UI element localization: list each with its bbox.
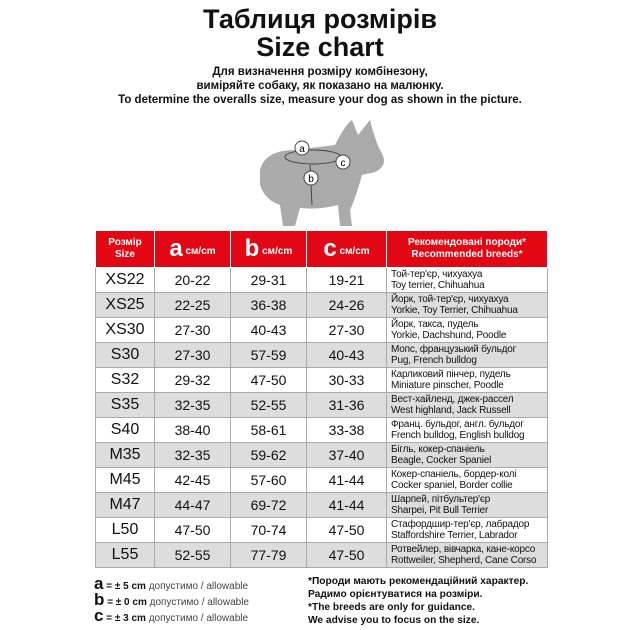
label-a: a: [299, 144, 305, 155]
note-line: *The breeds are only for guidance.: [308, 602, 476, 613]
dog-measurement-illustration: [240, 110, 400, 228]
cell-b: 29-31: [231, 268, 307, 293]
header-b: b см/cm: [231, 231, 307, 268]
title-ua: Таблиця розмірів: [203, 4, 437, 34]
cell-c: 27-30: [307, 318, 387, 343]
cell-size: L50: [96, 518, 155, 543]
table-row: [96, 443, 548, 468]
cell-a: 29-32: [155, 368, 231, 393]
cell-c: 30-33: [307, 368, 387, 393]
cell-size: S40: [96, 418, 155, 443]
cell-breeds: Карликовий пінчер, пудель Miniature pinscher, Poodle: [387, 368, 548, 393]
cell-b: 57-59: [231, 343, 307, 368]
cell-size: S35: [96, 393, 155, 418]
cell-breeds: Кокер-спаніель, бордер-колі Cocker spaniel, Border collie: [387, 468, 548, 493]
notes: [308, 575, 528, 627]
table-row: [96, 343, 548, 368]
cell-b: 40-43: [231, 318, 307, 343]
cell-a: 47-50: [155, 518, 231, 543]
title-en: Size chart: [256, 32, 384, 62]
cell-size: M45: [96, 468, 155, 493]
cell-b: 59-62: [231, 443, 307, 468]
cell-c: 41-44: [307, 493, 387, 518]
size-table: [95, 230, 548, 568]
cell-b: 58-61: [231, 418, 307, 443]
cell-breeds: Йорк, той-тер'єр, чихуахуа Yorkie, Toy Terrier, Chihuahua: [387, 293, 548, 318]
legend-item: a = ± 5 cm допустимо / allowable: [94, 574, 249, 593]
note-line: Радимо орієнтуватися на розміри.: [308, 589, 483, 600]
cell-size: XS22: [96, 268, 155, 293]
cell-b: 52-55: [231, 393, 307, 418]
cell-size: M35: [96, 443, 155, 468]
cell-size: XS30: [96, 318, 155, 343]
table-row: [96, 318, 548, 343]
table-row: [96, 293, 548, 318]
cell-breeds: Вест-хайленд, джек-рассел West highland, Jack Russell: [387, 393, 548, 418]
cell-a: 52-55: [155, 543, 231, 568]
table-row: [96, 468, 548, 493]
table-row: [96, 393, 548, 418]
legend-item: c = ± 3 cm допустимо / allowable: [94, 606, 249, 625]
cell-b: 69-72: [231, 493, 307, 518]
cell-breeds: Мопс, французький бульдог Pug, French bulldog: [387, 343, 548, 368]
cell-breeds: Стафордшир-тер'єр, лабрадор Staffordshire Terrier, Labrador: [387, 518, 548, 543]
cell-a: 44-47: [155, 493, 231, 518]
cell-b: 36-38: [231, 293, 307, 318]
cell-c: 40-43: [307, 343, 387, 368]
cell-a: 32-35: [155, 443, 231, 468]
cell-size: M47: [96, 493, 155, 518]
header-a: a см/cm: [155, 231, 231, 268]
cell-breeds: Франц. бульдог, англ. бульдог French bulldog, English bulldog: [387, 418, 548, 443]
table-row: [96, 493, 548, 518]
cell-size: S32: [96, 368, 155, 393]
header-size: Розмір Size: [96, 231, 155, 268]
note-line: *Породи мають рекомендаційний характер.: [308, 576, 529, 587]
table-row: [96, 418, 548, 443]
cell-a: 27-30: [155, 318, 231, 343]
cell-size: S30: [96, 343, 155, 368]
note-line: We advise you to focus on the size.: [308, 615, 480, 626]
cell-b: 57-60: [231, 468, 307, 493]
cell-a: 20-22: [155, 268, 231, 293]
legend-item: b = ± 0 cm допустимо / allowable: [94, 590, 249, 609]
label-b: b: [308, 174, 314, 185]
cell-breeds: Ротвейлер, вівчарка, кане-корсо Rottweiler, Shepherd, Cane Corso: [387, 543, 548, 568]
cell-c: 24-26: [307, 293, 387, 318]
instruction-ua-1: Для визначення розміру комбінезону,: [212, 66, 428, 78]
header-c: c см/cm: [307, 231, 387, 268]
cell-a: 22-25: [155, 293, 231, 318]
label-c: c: [340, 158, 346, 169]
cell-a: 32-35: [155, 393, 231, 418]
cell-breeds: Шарпей, пітбультер'єр Sharpei, Pit Bull Terrier: [387, 493, 548, 518]
table-row: [96, 518, 548, 543]
cell-b: 70-74: [231, 518, 307, 543]
table-header: [96, 231, 548, 268]
cell-a: 42-45: [155, 468, 231, 493]
cell-c: 47-50: [307, 543, 387, 568]
cell-breeds: Йорк, такса, пудель Yorkie, Dachshund, Poodle: [387, 318, 548, 343]
cell-c: 33-38: [307, 418, 387, 443]
cell-a: 27-30: [155, 343, 231, 368]
cell-b: 47-50: [231, 368, 307, 393]
cell-b: 77-79: [231, 543, 307, 568]
instruction-en: To determine the overalls size, measure your dog as shown in the picture.: [118, 94, 522, 106]
table-row: [96, 368, 548, 393]
cell-c: 41-44: [307, 468, 387, 493]
header-breeds: Рекомендовані породи* Recommended breeds*: [387, 231, 548, 268]
cell-c: 47-50: [307, 518, 387, 543]
cell-a: 38-40: [155, 418, 231, 443]
cell-breeds: Бігль, кокер-спаніель Beagle, Cocker Spaniel: [387, 443, 548, 468]
cell-size: XS25: [96, 293, 155, 318]
cell-c: 31-36: [307, 393, 387, 418]
instruction-ua-2: виміряйте собаку, як показано на малюнку.: [196, 80, 444, 92]
table-row: [96, 268, 548, 293]
table-row: [96, 543, 548, 568]
cell-breeds: Той-тер'єр, чихуахуа Toy terrier, Chihuahua: [387, 268, 548, 293]
cell-c: 37-40: [307, 443, 387, 468]
cell-c: 19-21: [307, 268, 387, 293]
cell-size: L55: [96, 543, 155, 568]
